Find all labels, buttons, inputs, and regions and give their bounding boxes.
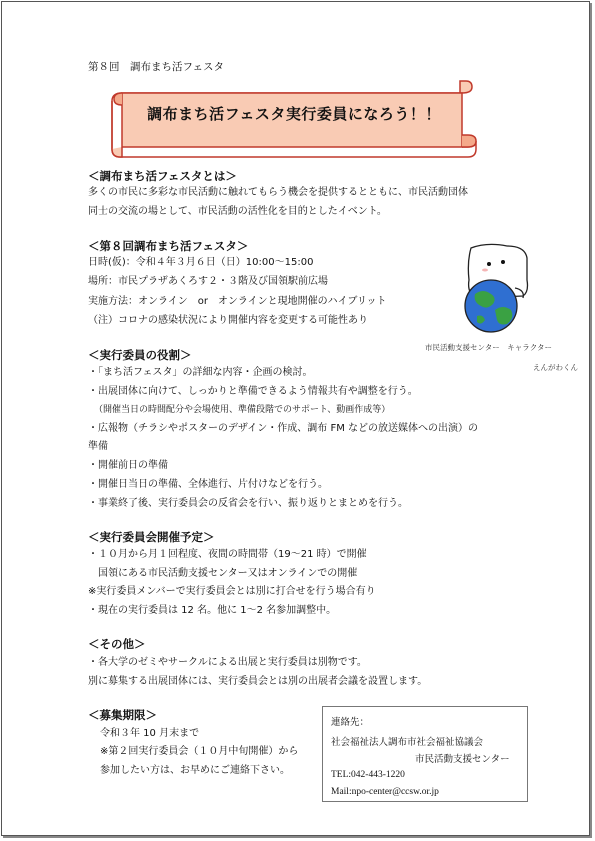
schedule-line: 国領にある市民活動支援センター又はオンラインでの開催	[88, 568, 358, 579]
role-line: ・「まち活フェスタ」の詳細な内容・企画の検討。	[88, 367, 313, 378]
header-label: 第８回 調布まち活フェスタ	[88, 61, 224, 73]
role-line: ・開催日当日の準備、全体進行、片付けなどを行う。	[88, 479, 328, 490]
deadline-line: 令和３年 10 月末まで	[100, 728, 200, 739]
about-line: 同士の交流の場として、市民活動の活性化を目的としたイベント。	[88, 206, 387, 217]
deadline-line: ※第２回実行委員会（１０月中旬開催）から	[100, 746, 299, 757]
schedule-line: ・現在の実行委員は 12 名。他に 1～2 名参加調整中。	[88, 605, 337, 616]
schedule-line: ※実行委員メンバーで実行委員会とは別に打合せを行う場合有り	[88, 586, 376, 597]
contact-box	[322, 706, 528, 802]
about-line: 多くの市民に多彩な市民活動に触れてもらう機会を提供するとともに、市民活動団体	[88, 187, 468, 198]
event-heading: ＜第８回調布まち活フェスタ＞	[88, 239, 249, 253]
contact-label: 連絡先：	[331, 718, 370, 728]
banner-title: 調布まち活フェスタ実行委員になろう！！	[147, 105, 441, 123]
event-line: 場所：市民プラザあくろす２・３階及び国領駅前広場	[88, 276, 328, 287]
role-line: ・事業終了後、実行委員会の反省会を行い、振り返りとまとめを行う。	[88, 498, 408, 509]
mascot-illustration	[457, 240, 537, 340]
event-line: （注）コロナの感染状況により開催内容を変更する可能性あり	[88, 315, 368, 326]
role-line: ・出展団体に向けて、しっかりと準備できるよう情報共有や調整を行う。	[88, 386, 418, 397]
deadline-line: 参加したい方は、お早めにご連絡下さい。	[100, 765, 290, 776]
about-heading: ＜調布まち活フェスタとは＞	[88, 169, 237, 183]
role-heading: ＜実行委員の役割＞	[88, 348, 192, 362]
contact-tel: TEL:042-443-1220	[331, 770, 405, 780]
other-heading: ＜その他＞	[88, 637, 146, 651]
contact-mail: Mail:npo-center@ccsw.or.jp	[331, 787, 439, 797]
contact-org: 社会福祉法人調布市社会福祉協議会	[331, 738, 484, 748]
event-line: 実施方法：オンライン or オンラインと現地開催のハイブリット	[88, 296, 387, 307]
schedule-heading: ＜実行委員会開催予定＞	[88, 530, 215, 544]
schedule-line: ・１０月から月１回程度、夜間の時間帯（19～21 時）で開催	[88, 549, 367, 560]
mascot-name: えんがわくん	[533, 363, 578, 372]
role-line: （開催当日の時間配分や会場使用、準備段階でのサポート、動画作成等）	[94, 405, 391, 415]
event-line: 日時(仮)：令和４年３月６日（日）10:00～15:00	[88, 257, 314, 268]
document-page	[1, 1, 590, 836]
role-line: ・開催前日の準備	[88, 460, 168, 471]
other-line: ・各大学のゼミやサークルによる出展と実行委員は別物です。	[88, 657, 367, 668]
contact-center: 市民活動支援センター	[415, 755, 510, 765]
role-line: ・広報物（チラシやポスターのデザイン・作成、調布 FM などの放送媒体への出演）の	[88, 423, 479, 434]
title-banner	[110, 79, 478, 159]
role-line: 準備	[88, 441, 108, 452]
other-line: 別に募集する出展団体には、実行委員会とは別の出展者会議を設置します。	[88, 676, 428, 687]
deadline-heading: ＜募集期限＞	[88, 708, 157, 722]
mascot-caption: 市民活動支援センター キャラクター	[425, 343, 553, 352]
mascot-engawa-icon	[457, 240, 537, 340]
